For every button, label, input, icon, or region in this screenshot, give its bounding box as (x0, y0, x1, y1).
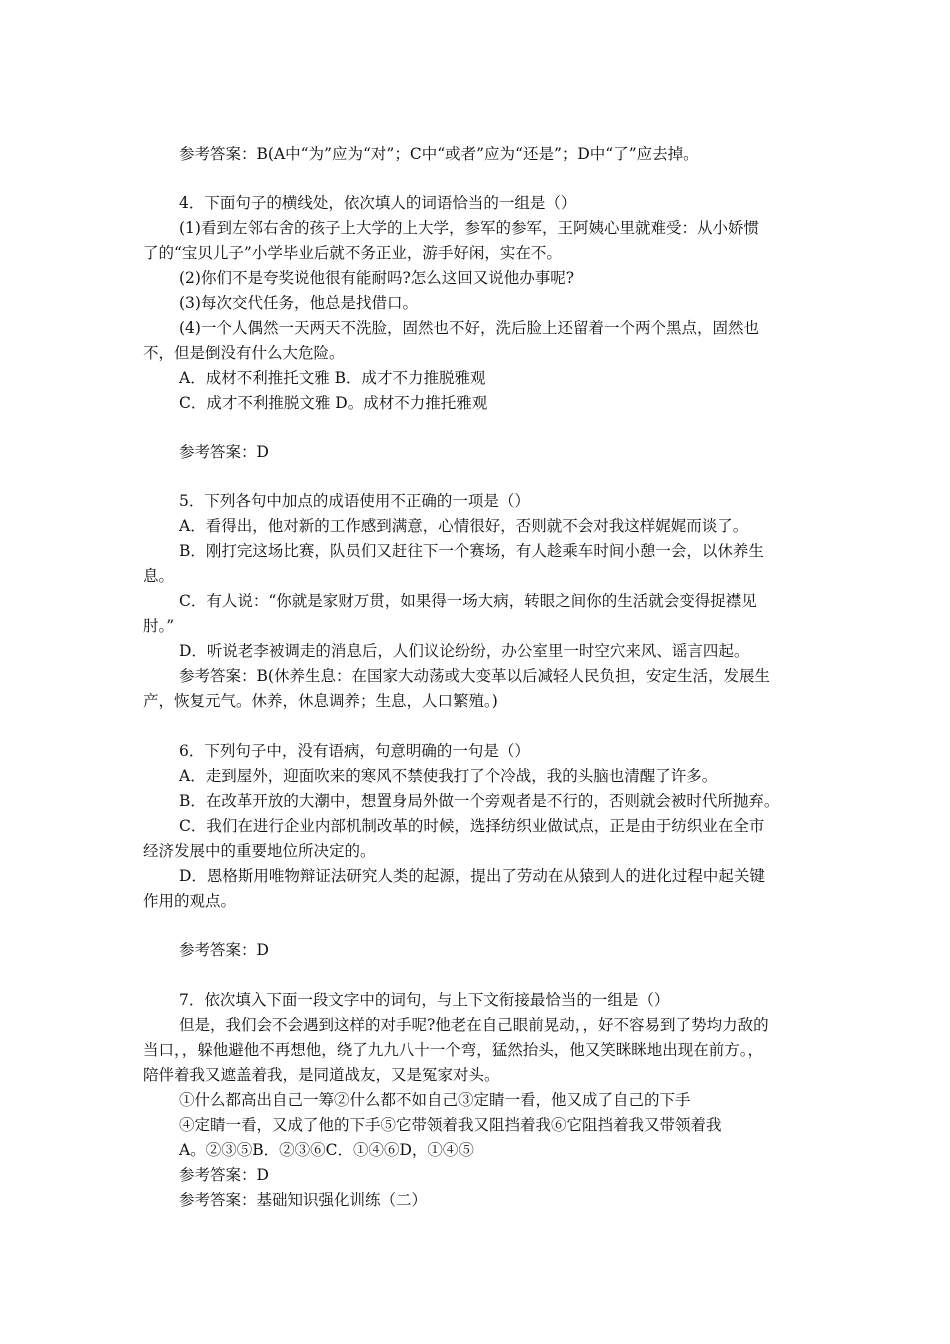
question-5-option-b: B．刚打完这场比赛，队员们又赶往下一个赛场，有人趁乘车时间小憩一会，以休养生 (179, 542, 764, 560)
question-7-choices-2: ④定睛一看，又成了他的下手⑤它带领着我又阻挡着我⑥它阻挡着我又带领着我 (179, 1116, 722, 1134)
question-5-answer-cont: 产，恢复元气。休养，休息调养；生息，人口繁殖。) (143, 692, 498, 710)
question-6-option-c-cont: 经济发展中的重要地位所决定的。 (143, 842, 376, 860)
question-5-option-c: C．有人说：“你就是家财万贯，如果得一场大病，转眼之间你的生活就会变得捉襟见 (179, 592, 757, 610)
question-5-option-c-cont: 肘。” (143, 617, 175, 635)
question-4-answer: 参考答案：D (179, 443, 269, 461)
question-5-stem: 5．下列各句中加点的成语使用不正确的一项是（） (179, 492, 530, 510)
question-6-option-d: D．恩格斯用唯物辩证法研究人类的起源，提出了劳动在从猿到人的进化过程中起关键 (179, 867, 765, 885)
question-5-option-b-cont: 息。 (143, 567, 175, 585)
question-7-passage-3: 陪伴着我又遮盖着我，是同道战友，又是冤家对头。 (143, 1066, 500, 1084)
question-4-stem: 4．下面句子的横线处，依次填人的词语恰当的一组是（） (179, 194, 577, 212)
question-6-option-a: A．走到屋外，迎面吹来的寒风不禁使我打了个冷战，我的头脑也清醒了许多。 (179, 767, 718, 785)
question-4-sentence-2: (2)你们不是夸奖说他很有能耐吗?怎么这回又说他办事呢? (179, 269, 575, 287)
question-4-sentence-4: (4)一个人偶然一天两天不洗脸，固然也不好，洗后脸上还留着一个两个黑点，固然也 (179, 319, 759, 337)
question-4-options-ab: A．成材不利推托文雅 B．成才不力推脱雅观 (179, 369, 486, 387)
question-7-options: A。②③⑤B．②③⑥C．①④⑥D，①④⑤ (179, 1141, 474, 1159)
question-7-passage-2: 当口，，躲他避他不再想他，绕了九九八十一个弯，猛然抬头，他又笑眯眯地出现在前方。， (143, 1041, 764, 1059)
question-4-options-cd: C．成才不利推脱文雅 D。成材不力推托雅观 (179, 394, 488, 412)
question-4-sentence-4-cont: 不，但是倒没有什么大危险。 (143, 344, 345, 362)
question-5-answer: 参考答案：B(休养生息：在国家大动荡或大变革以后减轻人民负担，安定生活，发展生 (179, 667, 770, 685)
question-5-option-d: D．听说老李被调走的消息后，人们议论纷纷，办公室里一时空穴来风、谣言四起。 (179, 642, 750, 660)
question-6-option-d-cont: 作用的观点。 (143, 892, 237, 910)
question-7-choices-1: ①什么都高出自己一筹②什么都不如自己③定睛一看，他又成了自己的下手 (179, 1091, 691, 1109)
question-5-option-a: A．看得出，他对新的工作感到满意，心情很好，否则就不会对我这样娓娓而谈了。 (179, 517, 749, 535)
answer-q3: 参考答案：B(A中“为”应为“对”；C中“或者”应为“还是”；D中“了”应去掉。 (179, 145, 699, 163)
question-4-sentence-1-cont: 了的“宝贝儿子”小学毕业后就不务正业，游手好闲，实在不。 (143, 244, 562, 262)
section-footer: 参考答案：基础知识强化训练（二） (179, 1191, 428, 1209)
question-6-answer: 参考答案：D (179, 941, 269, 959)
question-4-sentence-1: (1)看到左邻右舍的孩子上大学的上大学，参军的参军，王阿姨心里就难受：从小娇惯 (179, 219, 759, 237)
question-7-answer: 参考答案：D (179, 1166, 269, 1184)
question-7-stem: 7．依次填入下面一段文字中的词句，与上下文衔接最恰当的一组是（） (179, 991, 670, 1009)
question-6-option-b: B．在改革开放的大潮中，想置身局外做一个旁观者是不行的，否则就会被时代所抛弃。 (179, 792, 780, 810)
question-4-sentence-3: (3)每次交代任务，他总是找借口。 (179, 294, 418, 312)
question-6-stem: 6．下列句子中，没有语病，句意明确的一句是（） (179, 742, 530, 760)
question-7-passage-1: 但是，我们会不会遇到这样的对手呢?他老在自己眼前晃动，，好不容易到了势均力敌的 (179, 1016, 769, 1034)
question-6-option-c: C．我们在进行企业内部机制改革的时候，选择纺织业做试点，正是由于纺织业在全市 (179, 817, 765, 835)
